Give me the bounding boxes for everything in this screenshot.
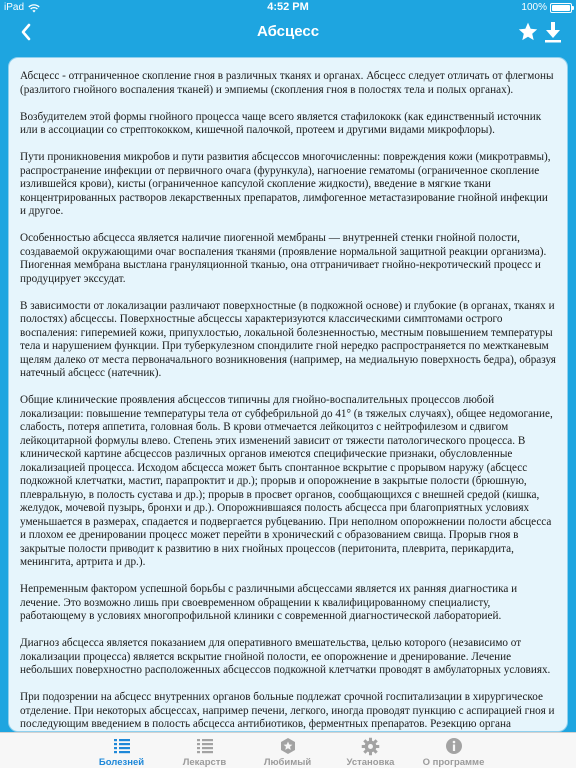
tab-settings[interactable]	[329, 733, 412, 768]
article-paragraph: Особенностью абсцесса является наличие пиогенной мембраны — внутренней стенки гнойной полости, создаваемой окружающими очаг воспаления тканями (проявление нормальной защитной реакции организма). Пиогенная мембрана выстлана грануляционной тканью, она отграничивает гнойно-некротический процесс и продуцирует экссудат.	[20, 232, 547, 285]
tab-label: Любимый	[263, 757, 312, 768]
info-icon	[444, 736, 464, 756]
battery-level	[552, 5, 570, 11]
list-icon	[112, 736, 132, 756]
article-container[interactable]	[8, 57, 568, 732]
favorite-button[interactable]	[516, 20, 540, 44]
article-paragraph: Общие клинические проявления абсцессов типичны для гнойно-воспалительных процессов любой локализации: повышение температуры тела от субфебрильной до 41° (в тяжелых случаях), общее недомогание, слабость, потеря аппетита, головная боль. В крови отмечается лейкоцитоз с нейтрофилезом и сдвигом лейкоцитарной формулы влево. Степень этих изменений зависит от тяжести патологического процесса. В клинической картине абсцессов различных органов имеются специфические признаки, обусловленные локализацией процесса. Исходом абсцесса может быть спонтанное вскрытие с прорывом наружу (абсцесс подкожной клетчатки, мастит, парапроктит и др.); прорыв и опорожнение в закрытые полости (брюшную, плевральную, в полость сустава и др.); прорыв в просвет органов, сообщающихся с внешней средой (кишка, желудок, мочевой пузырь, бронхи и др.). Опорожнившаяся полость абсцесса при благоприятных условиях уменьшается в размерах, спадается и подвергается рубцеванию. При неполном опорожнении полости абсцесса и плохом ее дренировании процесс может перейти в хронический с образованием свища. Прорыв гноя в закрытые полости приводит к развитию в них гнойных процессов (перитонита, плеврита, перикардита, менингита, артрита и др.).	[20, 394, 553, 568]
star-badge-icon	[278, 736, 298, 756]
status-right	[521, 2, 572, 13]
tab-about[interactable]	[412, 733, 495, 768]
article-paragraph: Непременным фактором успешной борьбы с различными абсцессами является их ранняя диагностика и лечение. Это возможно лишь при своевременном обращении к квалифицированному специалисту, работающему в условиях многопрофильной клиники с современной диагностической лабораторией.	[20, 583, 518, 622]
tab-label: О программе	[422, 757, 485, 768]
article-paragraph: Абсцесс - отграниченное скопление гноя в различных тканях и органах. Абсцесс следует отличать от флегмоны (разлитого гнойного воспаления тканей) и эмпиемы (скопления гноя в полостях тела и полых органах).	[20, 70, 554, 96]
article-paragraph: Диагноз абсцесса является показанием для оперативного вмешательства, целью которого (независимо от локализации процесса) является вскрытие гнойной полости, ее опорожнение и дренирование. Лечение небольших поверхностно расположенных абсцессов подкожной клетчатки проводят в амбулаторных условиях.	[20, 637, 551, 676]
tab-label: Установка	[346, 757, 395, 768]
battery-icon	[550, 3, 572, 13]
article-text	[9, 58, 567, 732]
download-button[interactable]	[542, 19, 564, 45]
article-paragraph: Пути проникновения микробов и пути развития абсцессов многочисленны: повреждения кожи (микротравмы), распространение инфекции от первичного очага (фурункула), нагноение гематомы (ограниченное скопление излившейся крови), кисты (ограниченное капсулой скопление жидкости), введение в мягкие ткани концентрированных растворов лекарственных препаратов, лимфогенное метастазирование гнойной инфекции и другое.	[20, 151, 551, 217]
gear-icon	[361, 736, 381, 756]
tab-favorites[interactable]	[246, 733, 329, 768]
tab-label: Лекарств	[182, 757, 227, 768]
article-paragraph: Возбудителем этой формы гнойного процесса чаще всего является стафилококк (как единственный источник или в ассоциации со стрептококком, кишечной палочкой, протеем и другими видами микрофлоры).	[20, 110, 542, 136]
article-paragraph: При подозрении на абсцесс внутренних органов больные подлежат срочной госпитализации в хирургическое отделение. При некоторых абсцессах, например печени, легкого, иногда проводят пункцию с аспирацией гноя и последующим введением в полость абсцесса антибиотиков, ферментных препаратов. Резекцию органа	[20, 691, 555, 730]
star-icon	[517, 21, 539, 43]
list-icon	[195, 736, 215, 756]
tab-bar	[0, 732, 576, 768]
status-bar	[0, 0, 576, 16]
page-title: Абсцесс	[256, 23, 320, 40]
battery-percent: 100%	[521, 2, 547, 13]
status-time: 4:52 PM	[267, 1, 309, 13]
navigation-bar	[0, 16, 576, 48]
tab-label: Болезней	[98, 757, 145, 768]
device-label: iPad	[4, 2, 25, 13]
article-paragraph: В зависимости от локализации различают поверхностные (в подкожной основе) и глубокие (в органах, тканях и полостях) абсцессы. Поверхностные абсцессы характеризуются классическими симптомами острого воспаления: гиперемией кожи, припухлостью, локальной болезненностью, местным повышением температуры тела и нарушением функции. При туберкулезном спондилите гной нередко распространяется по межтканевым щелям далеко от места первоначального возникновения (например, на медиальную поверхность бедра), образуя натечный абсцесс (натечник).	[20, 299, 556, 379]
tab-medicines[interactable]	[163, 733, 246, 768]
download-icon	[543, 20, 563, 44]
tab-diseases[interactable]	[80, 733, 163, 768]
